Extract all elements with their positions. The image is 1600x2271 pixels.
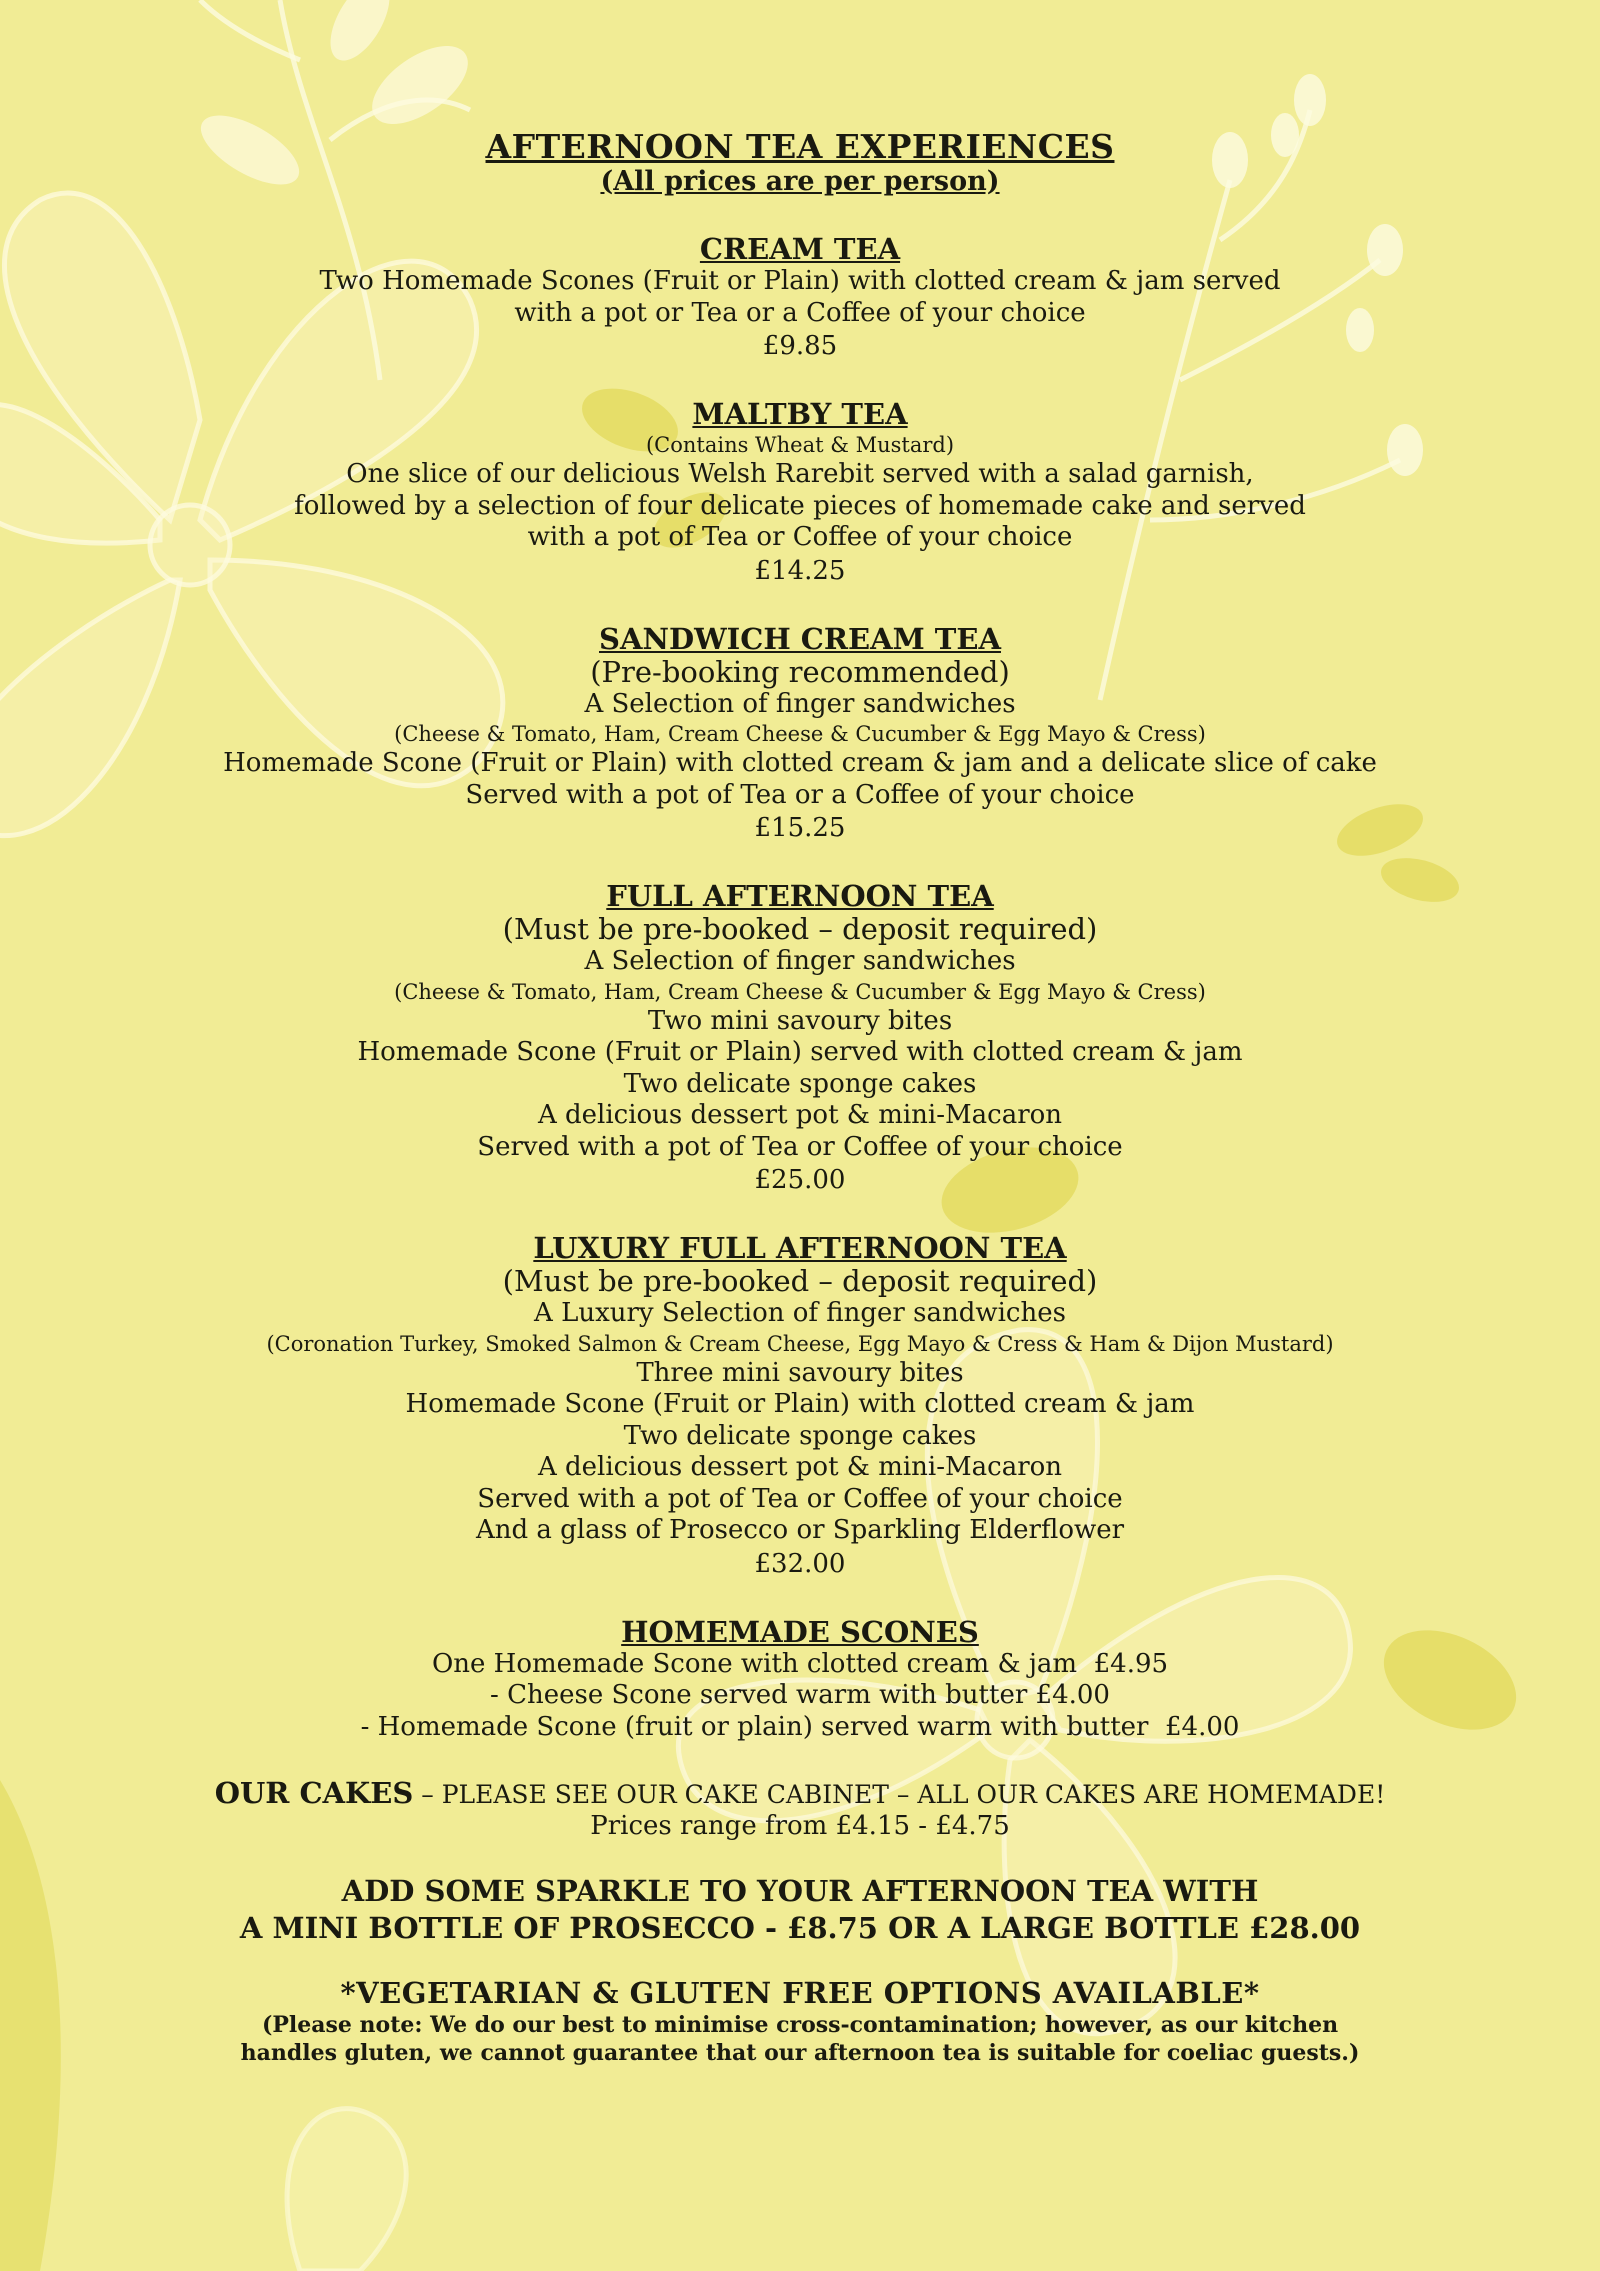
sandwich-cream-tea-line: A Selection of finger sandwiches <box>584 688 1016 719</box>
full-afternoon-tea-price: £25.00 <box>754 1165 846 1195</box>
cakes-text: – PLEASE SEE OUR CAKE CABINET – ALL OUR CAKES ARE HOMEMADE! <box>413 1780 1386 1809</box>
page-title: AFTERNOON TEA EXPERIENCES <box>485 127 1115 166</box>
sparkle-line: ADD SOME SPARKLE TO YOUR AFTERNOON TEA WITH <box>341 1873 1259 1908</box>
homemade-scones-line: - Homemade Scone (fruit or plain) served warm with butter £4.00 <box>360 1711 1240 1742</box>
sparkle-line: A MINI BOTTLE OF PROSECCO - £8.75 OR A LARGE BOTTLE £28.00 <box>239 1910 1361 1945</box>
full-afternoon-tea-line: A delicious dessert pot & mini-Macaron <box>537 1100 1063 1130</box>
cakes-label: OUR CAKES <box>214 1776 414 1810</box>
dietary-note: (Please note: We do our best to minimise cross-contamination; however, as our kitchen <box>261 2011 1339 2038</box>
dietary-heading: *VEGETARIAN & GLUTEN FREE OPTIONS AVAILABLE* <box>340 1975 1260 2010</box>
luxury-afternoon-tea-line: Served with a pot of Tea or Coffee of your choice <box>477 1483 1123 1514</box>
cakes-price-range: Prices range from £4.15 - £4.75 <box>590 1811 1010 1841</box>
full-afternoon-tea-line: Two delicate sponge cakes <box>623 1068 977 1099</box>
luxury-afternoon-tea-line: Homemade Scone (Fruit or Plain) with clotted cream & jam <box>405 1389 1195 1419</box>
maltby-tea-line: followed by a selection of four delicate pieces of homemade cake and served <box>294 490 1306 521</box>
sandwich-cream-tea-line: Homemade Scone (Fruit or Plain) with clotted cream & jam and a delicate slice of cake <box>223 748 1377 778</box>
luxury-afternoon-tea-line: Two delicate sponge cakes <box>623 1420 977 1451</box>
luxury-afternoon-tea-line: A delicious dessert pot & mini-Macaron <box>537 1452 1063 1482</box>
luxury-afternoon-tea-line: Three mini savoury bites <box>636 1357 964 1388</box>
cakes-notice <box>0 1777 1600 1811</box>
full-afternoon-tea-line: Homemade Scone (Fruit or Plain) served with clotted cream & jam <box>357 1037 1243 1067</box>
maltby-tea-line: One slice of our delicious Welsh Rarebit served with a salad garnish, <box>346 459 1254 489</box>
homemade-scones-line: - Cheese Scone served warm with butter £4.00 <box>490 1680 1110 1710</box>
full-afternoon-tea-line: A Selection of finger sandwiches <box>584 946 1016 976</box>
sandwich-cream-tea-fillings: (Cheese & Tomato, Ham, Cream Cheese & Cucumber & Egg Mayo & Cress) <box>394 722 1206 746</box>
luxury-afternoon-tea-heading: LUXURY FULL AFTERNOON TEA <box>533 1231 1067 1265</box>
homemade-scones-heading: HOMEMADE SCONES <box>621 1614 979 1649</box>
flower-bottom-left <box>287 2109 406 2271</box>
dietary-note: handles gluten, we cannot guarantee that our afternoon tea is suitable for coeliac guests.) <box>240 2039 1360 2066</box>
full-afternoon-tea-booking: (Must be pre-booked – deposit required) <box>502 912 1098 946</box>
full-afternoon-tea-line: Served with a pot of Tea or Coffee of your choice <box>477 1131 1123 1162</box>
page-subtitle: (All prices are per person) <box>600 166 1000 197</box>
cream-tea-price: £9.85 <box>762 331 838 361</box>
sandwich-cream-tea-booking: (Pre-booking recommended) <box>590 654 1010 689</box>
menu-content <box>0 128 1600 2067</box>
cream-tea-heading: CREAM TEA <box>699 232 901 266</box>
full-afternoon-tea-fillings: (Cheese & Tomato, Ham, Cream Cheese & Cucumber & Egg Mayo & Cress) <box>394 979 1206 1004</box>
maltby-tea-line: with a pot of Tea or Coffee of your choice <box>527 522 1073 552</box>
sandwich-cream-tea-heading: SANDWICH CREAM TEA <box>599 621 1001 656</box>
cream-tea-line: with a pot or Tea or a Coffee of your choice <box>514 297 1086 328</box>
full-afternoon-tea-line: Two mini savoury bites <box>647 1005 953 1036</box>
sandwich-cream-tea-price: £15.25 <box>754 813 846 843</box>
homemade-scones-line: One Homemade Scone with clotted cream & jam £4.95 <box>431 1648 1169 1679</box>
sandwich-cream-tea-line: Served with a pot of Tea or a Coffee of your choice <box>465 779 1135 810</box>
maltby-tea-heading: MALTBY TEA <box>692 397 908 431</box>
luxury-afternoon-tea-line: A Luxury Selection of finger sandwiches <box>534 1298 1066 1328</box>
luxury-afternoon-tea-price: £32.00 <box>754 1548 846 1579</box>
full-afternoon-tea-heading: FULL AFTERNOON TEA <box>606 879 994 913</box>
luxury-afternoon-tea-line: And a glass of Prosecco or Sparkling Elderflower <box>475 1515 1125 1545</box>
maltby-tea-price: £14.25 <box>754 555 846 586</box>
cream-tea-line: Two Homemade Scones (Fruit or Plain) with clotted cream & jam served <box>319 266 1281 296</box>
maltby-tea-note: (Contains Wheat & Mustard) <box>645 433 955 457</box>
luxury-afternoon-tea-fillings: (Coronation Turkey, Smoked Salmon & Cream Cheese, Egg Mayo & Cress & Ham & Dijon Mustard) <box>266 1331 1334 1356</box>
luxury-afternoon-tea-booking: (Must be pre-booked – deposit required) <box>502 1264 1098 1298</box>
